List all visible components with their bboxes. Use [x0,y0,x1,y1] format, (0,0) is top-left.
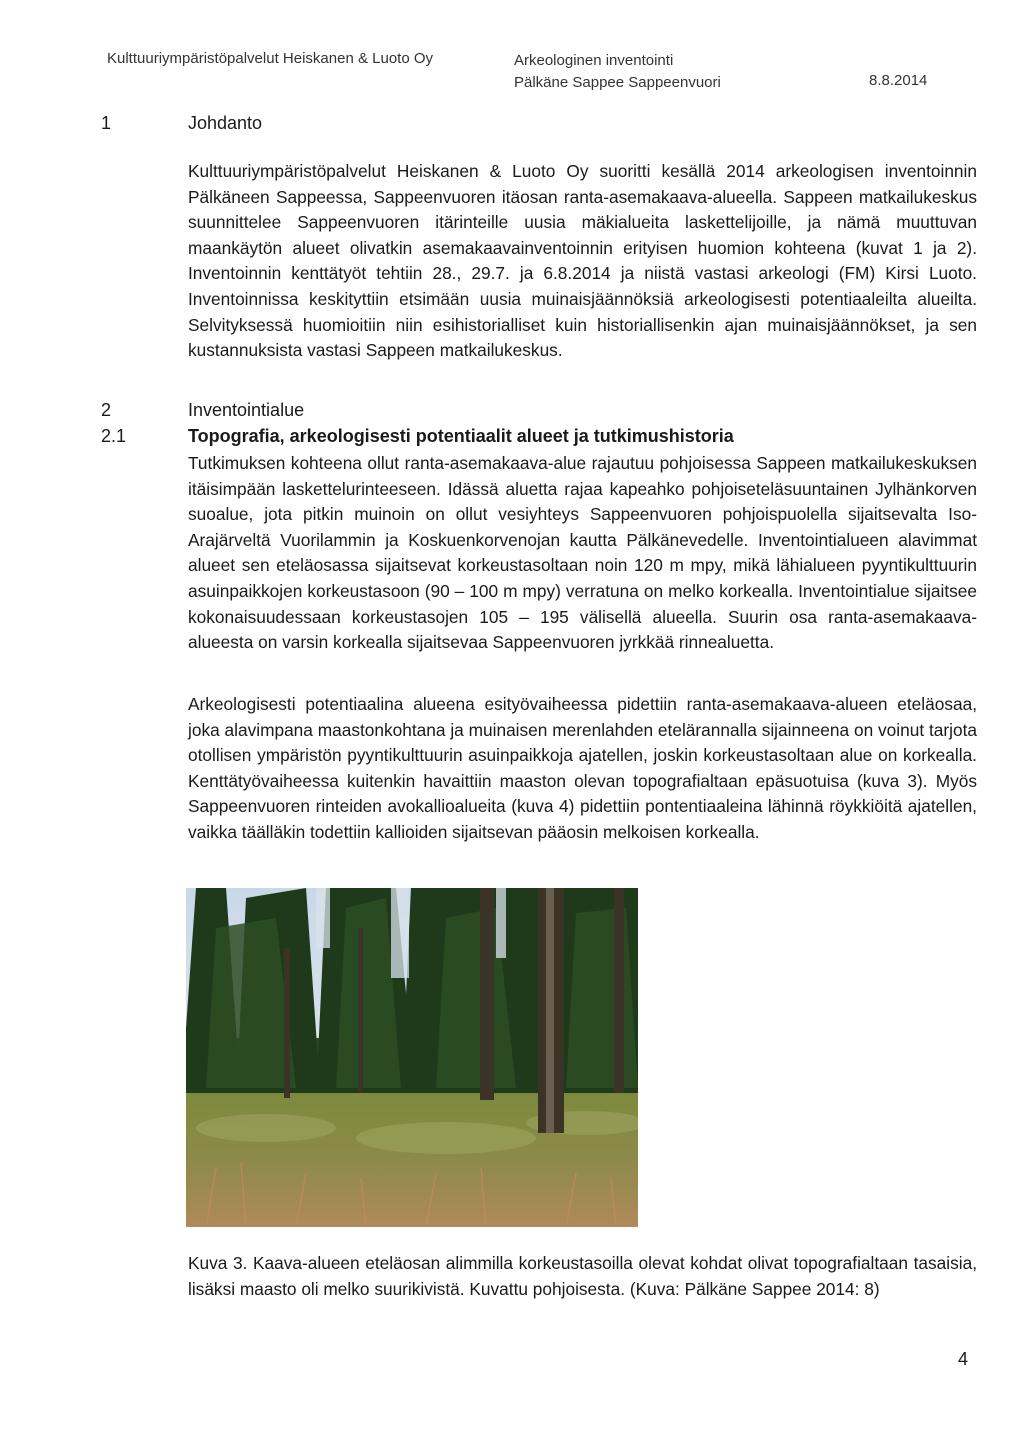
page-header-company: Kulttuuriympäristöpalvelut Heiskanen & Luoto Oy [107,50,434,67]
section-2-1-number: 2.1 [101,426,127,446]
section-2-number: 2 [101,400,112,420]
section-2-1-paragraph-2: Arkeologisesti potentiaalina alueena esityövaiheessa pidettiin ranta-asemakaava-alueen eteläosaa, joka alavimpana maastonkohtana ja muinaisen merenlahden etelärannalla sijainneena on voinut tarjota otollisen ympäristön pyyntikulttuurin asuinpaikkoja ajatellen, joskin korkeustasoltaan alue on korkealla. Kenttätyövaiheessa kuitenkin havaittiin maaston olevan topografialtaan epäsuotuisa (kuva 3). Myös Sappeenvuoren rinteiden avokallioalueita (kuva 4) pidettiin pontentiaaleina lähinnä röykkiöitä ajatellen, vaikka täälläkin todettiin kallioiden sijaitsevan pääosin melkoisen korkealla. [188,694,977,842]
page-header-document [514,50,721,94]
section-2-1-title: Topografia, arkeologisesti potentiaalit alueet ja tutkimushistoria [188,426,734,446]
figure-caption: Kuva 3. Kaava-alueen eteläosan alimmilla korkeustasoilla olevat kohdat olivat topografialtaan tasaisia, lisäksi maasto oli melko suurikivistä. Kuvattu pohjoisesta. (Kuva: Pälkäne Sappee 2014: 8) [188,1253,977,1299]
section-2-1-paragraph-1: Tutkimuksen kohteena ollut ranta-asemakaava-alue rajautuu pohjoisessa Sappeen matkailukeskuksen itäisimpään laskettelurinteeseen. Idässä aluetta rajaa kapeahko pohjoiseteläsuuntainen Jylhänkorven suoalue, jota pitkin muinoin on ollut vesiyhteys Sappeenvuoren pohjoispuolella sijaitsevalta Iso-Arajärveltä Vuorilammin ja Koskuenkorvenojan kautta Pälkänevedelle. Inventointialueen alavimmat alueet sen eteläosassa sijaitsevat korkeustasoltaan noin 120 m mpy, mikä lähialueen pyyntikulttuurin asuinpaikkojen korkeustasoon (90 – 100 m mpy) verratuna on melko korkealla. Inventointialue sijaitsee kokonaisuudessaan korkeustasojen 105 – 195 välisellä alueella. Suurin osa ranta-asemakaava-alueesta on varsin korkealla sijaitsevaa Sappeenvuoren jyrkkää rinnealuetta. [188,453,977,653]
forest-photo [186,888,638,1227]
page-number: 4 [958,1349,969,1369]
section-2-title: Inventointialue [188,400,305,420]
section-1-title: Johdanto [188,113,263,133]
section-1-number: 1 [101,113,112,133]
page-header-date: 8.8.2014 [869,72,928,89]
section-1-paragraph: Kulttuuriympäristöpalvelut Heiskanen & Luoto Oy suoritti kesällä 2014 arkeologisen inventoinnin Pälkäneen Sappeessa, Sappeenvuoren itäosan ranta-asemakaava-alueella. Sappeen matkailukeskus suunnittelee Sappeenvuoren itärinteille uusia mäkialueita laskettelijoille, ja nämä muuttuvan maankäytön alueet olivatkin asemakaavainventoinnin erityisen huomion kohteena (kuvat 1 ja 2). Inventoinnin kenttätyöt tehtiin 28., 29.7. ja 6.8.2014 ja niistä vastasi arkeologi (FM) Kirsi Luoto. Inventoinnissa keskityttiin etsimään uusia muinaisjäännöksiä arkeologisesti potentiaaleilta alueilta. Selvityksessä huomioitiin niin esihistorialliset kuin historiallisenkin ajan muinaisjäännökset, ja sen kustannuksista vastasi Sappeen matkailukeskus. [188,161,977,361]
page-header-location: Pälkäne Sappee Sappeenvuori [514,74,721,91]
page-header-doc-type: Arkeologinen inventointi [514,52,674,69]
